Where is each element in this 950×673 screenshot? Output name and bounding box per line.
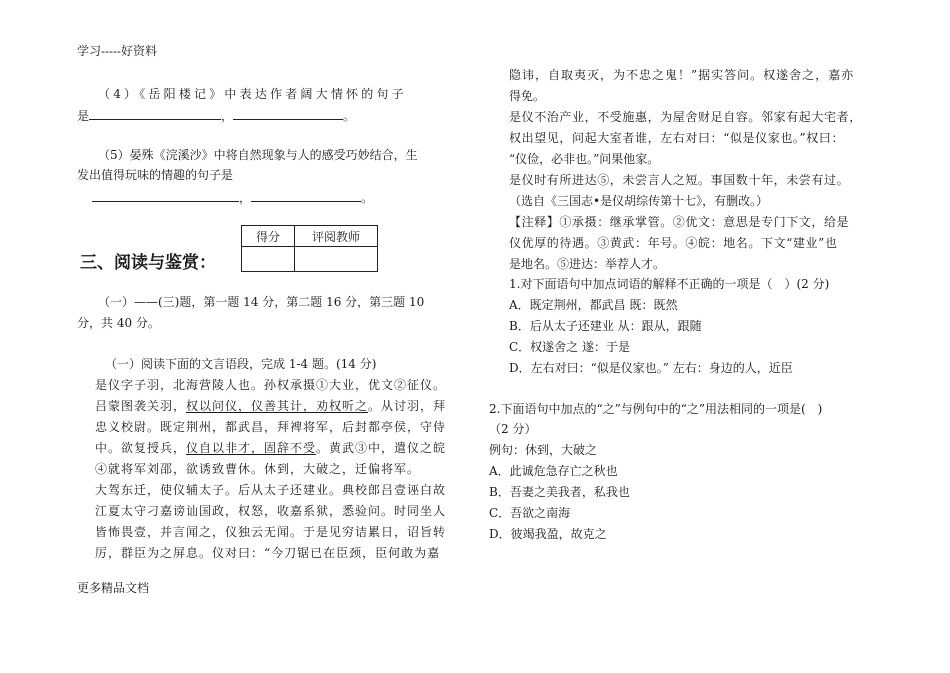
q4-line1: （4）《岳阳楼记》中表达作者阔大情怀的句子 [98,87,407,101]
passage-line: 吕蒙图袭关羽，权以问仪，仪善其计，劝权听之。从讨羽，拜 [95,399,447,413]
q4-line2: 是 ， 。 [77,109,356,123]
q2-option-a[interactable]: A．此诚危急存亡之秋也 [489,464,618,478]
q2-points: （2 分） [489,422,537,436]
q5-answer-line: ， 。 [92,189,373,206]
q1-option-c[interactable]: C．权遂舍之 遂：于是 [509,340,630,354]
underlined-sentence: 仪自以非才，固辞不受 [186,441,317,455]
passage-line: 是仪不治产业，不受施惠，为屋舍财足自容。邻家有起大宅者， [509,110,862,124]
source-citation: （选自《三国志•是仪胡综传第十七》，有删改。） [509,194,769,208]
q4-answer-blank-2[interactable] [233,107,343,120]
reviewer-header: 评阅教师 [295,226,378,247]
q2-option-b[interactable]: B．吾妻之美我者，私我也 [489,485,630,499]
passage-line: 是仪时有所进达⑤，未尝言人之短。事国数十年，未尝有过。 [509,173,850,187]
page-header: 学习-----好资料 [77,44,157,58]
passage-line: 是仪字子羽，北海营陵人也。孙权承摄①大业，优文②征仪。 [95,378,447,392]
score-cell[interactable] [242,247,295,272]
notes-line: 仪优厚的待遇。③黄武：年号。④皖：地名。下文“建业”也 [509,236,838,250]
q1-option-d[interactable]: D．左右对曰：“似是仪家也。” 左右：身边的人，近臣 [509,361,793,375]
passage-line: 隐讳，自取夷灭，为不忠之鬼！”据实答问。权遂舍之，嘉亦 [509,68,855,82]
q5-answer-blank-2[interactable] [251,189,361,202]
q5-answer-blank-1[interactable] [92,189,239,202]
passage-line: ④就将军刘邵，欲诱致曹休。休到，大破之，迁偏将军。 [95,462,421,476]
notes-line: 【注释】①承摄：继承掌管。②优文：意思是专门下文，给是 [509,215,850,229]
score-header: 得分 [242,226,295,247]
passage-line: 权出望见，问起大室者谁，左右对曰：“似是仪家也。”权曰： [509,131,845,145]
score-table [241,225,378,272]
q2-stem: 2.下面语句中加点的“之”与例句中的“之”用法相同的一项是( ) [489,402,823,416]
q1-stem: 1.对下面语句中加点词语的解释不正确的一项是（ ）(2 分) [509,277,830,291]
q2-example: 例句：休到，大破之 [489,443,598,457]
passage-line: 厉，群臣为之屏息。仪对曰：“今刀锯已在臣颈，臣何敢为嘉 [95,546,441,560]
section-intro-line2: 分，共 40 分。 [77,316,160,330]
section-intro-line1: （一）——(三)题，第一题 14 分，第二题 16 分，第三题 10 [98,295,425,309]
passage-line: 得免。 [509,89,546,103]
q1-option-a[interactable]: A．既定荆州，都武昌 既：既然 [509,298,678,312]
passage-line: 江夏太守刁嘉谤讪国政，权怒，收嘉系狱，悉验问。时同坐人 [95,504,447,518]
q2-option-c[interactable]: C．吾欲之南海 [489,506,571,520]
notes-line: 是地名。⑤进达：举荐人才。 [509,257,666,271]
q1-option-b[interactable]: B．后从太子还建业 从：跟从，跟随 [509,319,702,333]
passage-line: 皆怖畏壹，并言闻之，仪独云无闻。于是见穷诘累日，诏旨转 [95,525,447,539]
q5-line1: （5）晏殊《浣溪沙》中将自然现象与人的感受巧妙结合，生 [98,148,418,162]
passage-line: 中。欲复授兵，仪自以非才，固辞不受。黄武③中，遣仪之皖 [95,441,447,455]
reading-title: （一）阅读下面的文言语段，完成 1-4 题。(14 分) [105,357,377,371]
reviewer-cell[interactable] [295,247,378,272]
q4-answer-blank-1[interactable] [89,107,221,120]
passage-line: 忠义校尉。既定荆州，都武昌，拜裨将军，后封都亭侯，守侍 [95,420,447,434]
page-footer: 更多精品文档 [77,581,150,595]
passage-line: “仪俭，必非也。”问果他家。 [509,152,660,166]
underlined-sentence: 权以问仪，仪善其计，劝权听之 [186,399,369,413]
q2-option-d[interactable]: D．彼竭我盈，故克之 [489,527,607,541]
passage-line: 大驾东迁，使仪辅太子。后从太子还建业。典校郎吕壹诬白故 [95,483,447,497]
section-title: 三、阅读与鉴赏： [80,253,216,273]
q5-line2: 发出值得玩味的情趣的句子是 [77,168,234,182]
